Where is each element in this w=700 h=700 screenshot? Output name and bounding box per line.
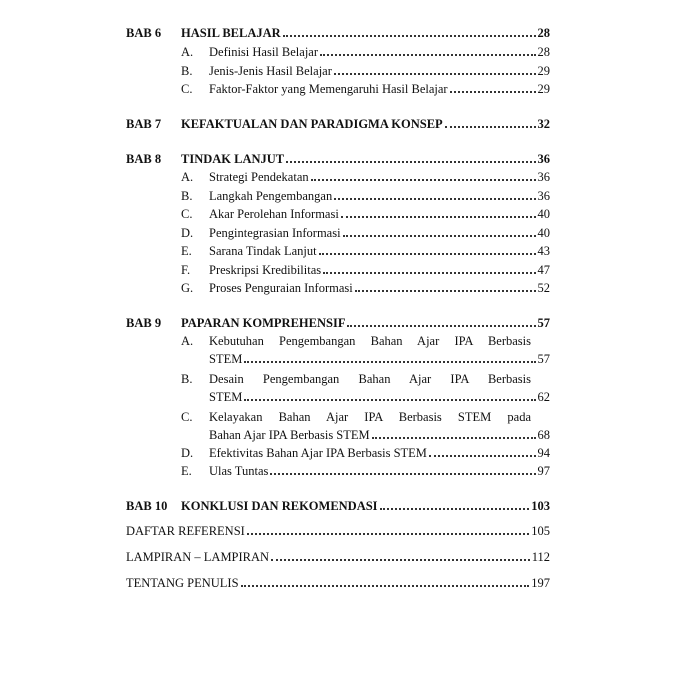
toc-chapter-10[interactable] [126,495,550,513]
page-number: 28 [537,45,550,59]
page-number: 28 [537,26,550,40]
page-number: 197 [531,576,550,590]
entry-letter: E. [181,244,192,258]
toc-chapter-7[interactable] [126,113,550,131]
entry-title: Definisi Hasil Belajar [209,45,318,59]
toc-entry-8e[interactable] [126,240,550,258]
page-number: 36 [537,152,550,166]
dot-leader [311,179,536,181]
dot-leader [247,533,529,535]
chapter-title: KONKLUSI DAN REKOMENDASI [181,499,378,513]
toc-lampiran[interactable] [126,546,550,564]
dot-leader [355,290,536,292]
dot-leader [241,585,530,587]
dot-leader [334,198,535,200]
entry-letter: C. [181,82,193,96]
page-number: 94 [537,446,550,460]
toc-entry-8c[interactable] [126,203,550,221]
entry-letter: G. [181,281,194,295]
chapter-title: KEFAKTUALAN DAN PARADIGMA KONSEP [181,117,443,131]
dot-leader [286,161,535,163]
chapter-label: BAB 9 [126,316,162,330]
entry-letter: B. [181,189,193,203]
entry-title-line2: Bahan Ajar IPA Berbasis STEM [209,428,370,442]
page-number: 29 [537,82,550,96]
toc-entry-6a[interactable] [126,41,550,59]
entry-title: Ulas Tuntas [209,464,269,478]
entry-letter: B. [181,64,193,78]
entry-title: Strategi Pendekatan [209,170,309,184]
dot-leader [429,455,536,457]
entry-letter: A. [181,170,194,184]
dot-leader [445,126,536,128]
chapter-label: BAB 10 [126,499,168,513]
toc-entry-9c[interactable] [126,406,550,424]
entry-title: Preskripsi Kredibilitas [209,263,322,277]
entry-title: Proses Penguraian Informasi [209,281,353,295]
toc-entry-9b-cont[interactable] [126,386,550,404]
dot-leader [334,73,536,75]
toc-entry-8g[interactable] [126,277,550,295]
dot-leader [380,508,530,510]
dot-leader [323,272,535,274]
entry-title-line2: STEM [209,352,243,366]
dot-leader [244,399,535,401]
toc-entry-8d[interactable] [126,222,550,240]
chapter-label: BAB 8 [126,152,162,166]
dot-leader [347,325,535,327]
entry-letter: A. [181,45,194,59]
dot-leader [372,437,536,439]
entry-letter: A. [181,334,194,348]
toc-entry-9d[interactable] [126,442,550,460]
toc-entry-9e[interactable] [126,460,550,478]
dot-leader [320,54,536,56]
entry-title-line2: STEM [209,390,243,404]
entry-letter: D. [181,226,194,240]
entry-letter: D. [181,446,194,460]
chapter-label: BAB 6 [126,26,162,40]
page-number: 52 [537,281,550,295]
dot-leader [271,559,530,561]
page-number: 103 [531,499,550,513]
page-number: 40 [537,226,550,240]
toc-entry-8f[interactable] [126,259,550,277]
entry-title: Efektivitas Bahan Ajar IPA Berbasis STEM [209,446,427,460]
entry-title-line1: Kebutuhan Pengembangan Bahan Ajar IPA Berbasis [209,334,531,348]
toc-chapter-8[interactable] [126,148,550,166]
chapter-title: TINDAK LANJUT [181,152,285,166]
toc-daftar-referensi[interactable] [126,520,550,538]
chapter-title: PAPARAN KOMPREHENSIF [181,316,346,330]
page-number: 97 [537,464,550,478]
toc-tentang-penulis[interactable] [126,572,550,590]
entry-letter: B. [181,372,193,386]
dot-leader [341,216,536,218]
entry-letter: C. [181,207,193,221]
page-number: 112 [531,550,550,564]
dot-leader [244,361,535,363]
page-number: 57 [537,352,550,366]
dot-leader [283,35,536,37]
entry-title: DAFTAR REFERENSI [126,524,245,538]
toc-entry-6b[interactable] [126,60,550,78]
page-number: 40 [537,207,550,221]
entry-letter: F. [181,263,191,277]
entry-title: Langkah Pengembangan [209,189,333,203]
toc-chapter-9[interactable] [126,312,550,330]
page-number: 57 [537,316,550,330]
page-number: 36 [537,189,550,203]
toc-entry-9c-cont[interactable] [126,424,550,442]
toc-entry-8b[interactable] [126,185,550,203]
toc-entry-9b[interactable] [126,368,550,386]
page-number: 29 [537,64,550,78]
entry-title-line1: Desain Pengembangan Bahan Ajar IPA Berbasis [209,372,531,386]
page-number: 68 [537,428,550,442]
dot-leader [343,235,536,237]
entry-title: Sarana Tindak Lanjut [209,244,317,258]
dot-leader [270,473,535,475]
toc-chapter-6[interactable] [126,22,550,40]
toc-entry-9a[interactable] [126,330,550,348]
page-number: 32 [537,117,550,131]
page-number: 43 [537,244,550,258]
entry-title-line1: Kelayakan Bahan Ajar IPA Berbasis STEM pada [209,410,531,424]
entry-title: LAMPIRAN – LAMPIRAN [126,550,270,564]
page-number: 47 [537,263,550,277]
toc-entry-6c[interactable] [126,78,550,96]
entry-letter: C. [181,410,193,424]
toc-entry-9a-cont[interactable] [126,348,550,366]
chapter-title: HASIL BELAJAR [181,26,281,40]
page-number: 36 [537,170,550,184]
entry-title: Pengintegrasian Informasi [209,226,341,240]
entry-title: TENTANG PENULIS [126,576,239,590]
page-number: 105 [531,524,550,538]
chapter-label: BAB 7 [126,117,162,131]
entry-title: Faktor-Faktor yang Memengaruhi Hasil Belajar [209,82,448,96]
entry-letter: E. [181,464,192,478]
entry-title: Akar Perolehan Informasi [209,207,339,221]
toc-entry-8a[interactable] [126,166,550,184]
dot-leader [450,91,536,93]
entry-title: Jenis-Jenis Hasil Belajar [209,64,332,78]
page-number: 62 [537,390,550,404]
dot-leader [319,253,536,255]
